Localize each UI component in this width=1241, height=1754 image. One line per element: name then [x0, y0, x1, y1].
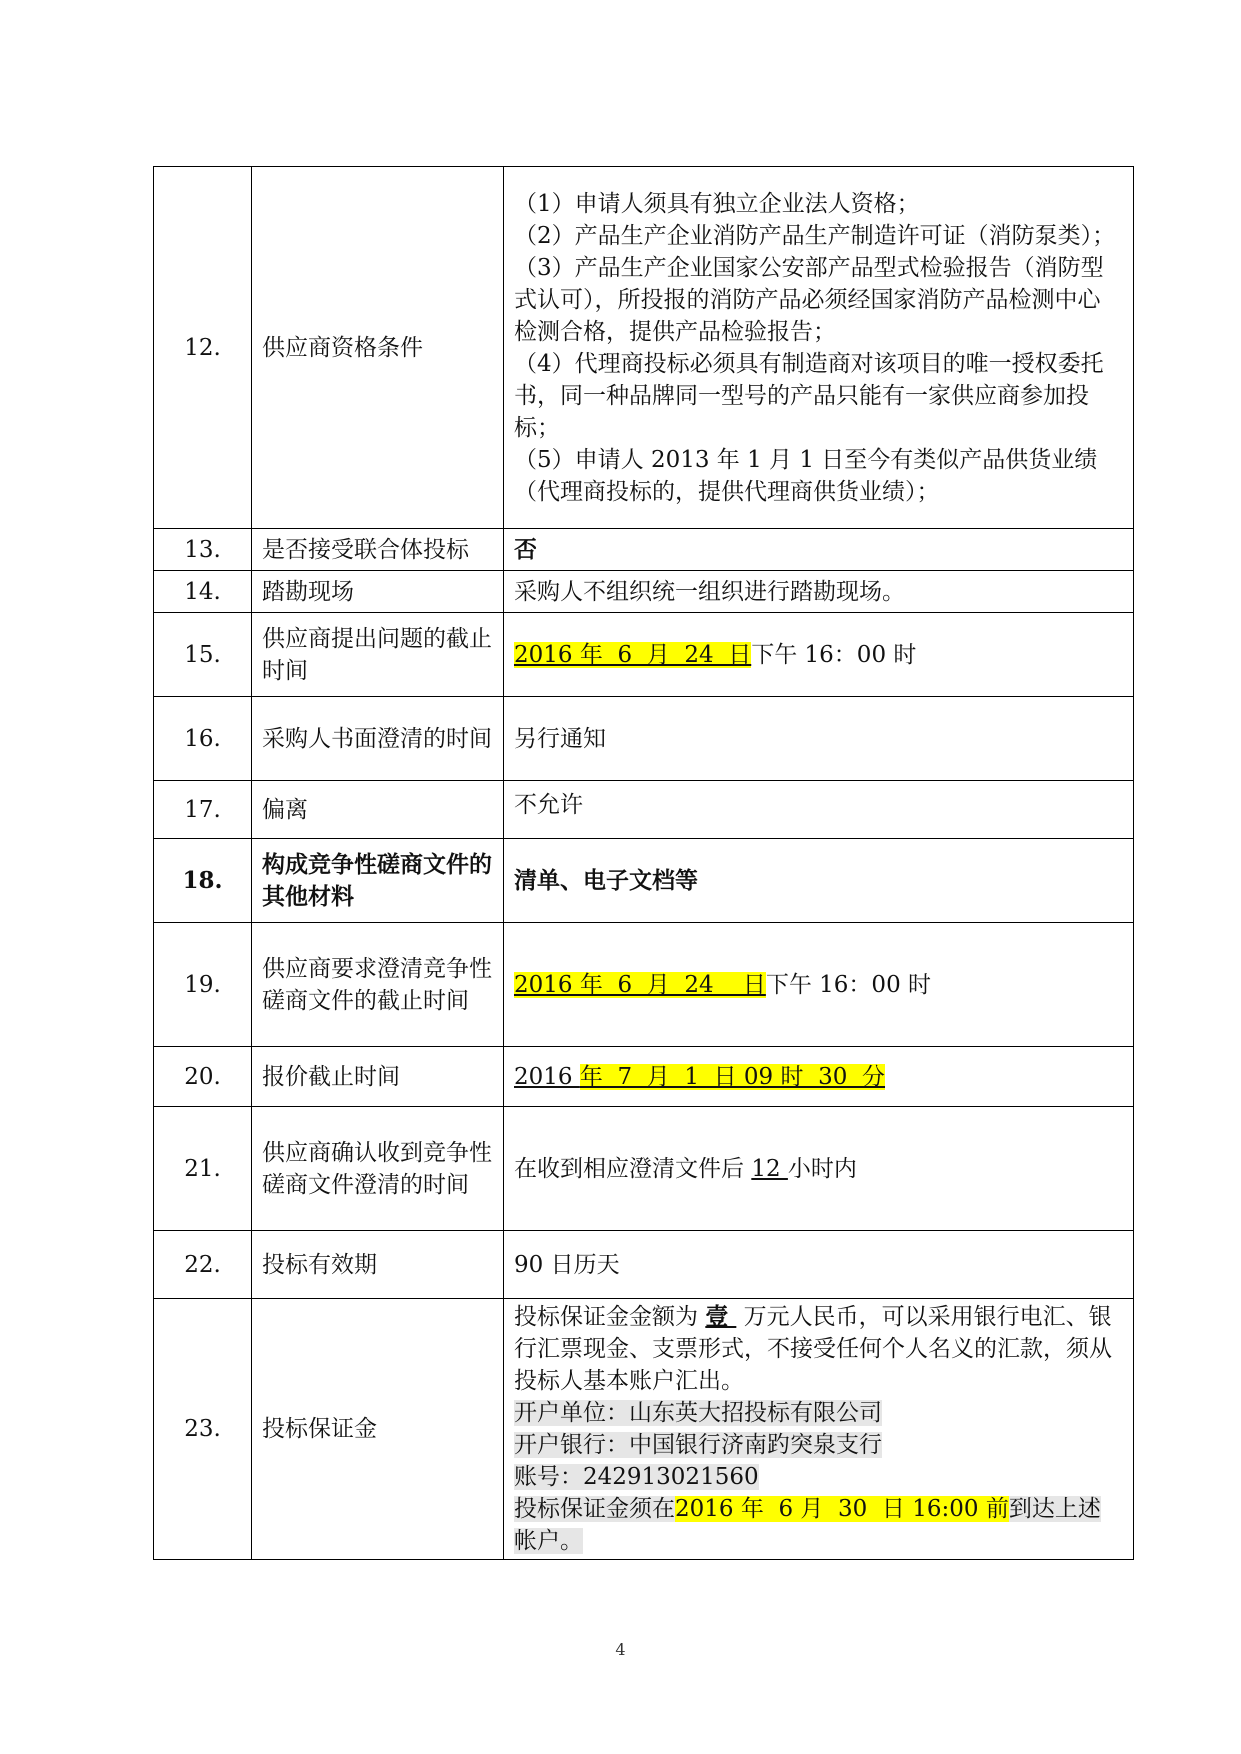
table-row: [154, 1231, 1134, 1299]
account-bank: 开户银行：中国银行济南趵突泉支行: [514, 1432, 882, 1458]
row-number: 15.: [154, 613, 252, 697]
row-content: 不允许: [504, 781, 1134, 839]
highlighted-date: 2016 年 6 月 24 日: [514, 641, 752, 668]
account-number: 账号：242913021560: [514, 1464, 759, 1490]
row-item: 偏离: [252, 781, 504, 839]
row-number: 20.: [154, 1047, 252, 1107]
table-row: [154, 923, 1134, 1047]
row-content: [504, 167, 1134, 529]
qualification-line-5: （5）申请人 2013 年 1 月 1 日至今有类似产品供货业绩（代理商投标的，提供代理商供货业绩）；: [514, 446, 1098, 505]
table-row: [154, 613, 1134, 697]
row-item: 供应商提出问题的截止时间: [252, 613, 504, 697]
row-number: 22.: [154, 1231, 252, 1299]
table-row: [154, 529, 1134, 571]
qualification-line-2: （2）产品生产企业消防产品生产制造许可证（消防泵类）；: [514, 222, 1116, 249]
table-row: [154, 1047, 1134, 1107]
row-item: 供应商资格条件: [252, 167, 504, 529]
row-number: 23.: [154, 1299, 252, 1560]
row-content: 2016 年 6 月 24 日下午 16：00 时: [504, 613, 1134, 697]
table-row: [154, 167, 1134, 529]
row-content: [504, 1299, 1134, 1560]
row-item: 采购人书面澄清的时间: [252, 697, 504, 781]
row-item: 报价截止时间: [252, 1047, 504, 1107]
row-number: 19.: [154, 923, 252, 1047]
account-unit: 开户单位：山东英大招投标有限公司: [514, 1400, 882, 1426]
row-number: 12.: [154, 167, 252, 529]
row-number: 18.: [154, 839, 252, 923]
table-row: [154, 1299, 1134, 1560]
row-item: 构成竞争性磋商文件的其他材料: [252, 839, 504, 923]
row-number: 16.: [154, 697, 252, 781]
highlighted-date: 2016 年 6 月 30 日 16:00 前: [675, 1496, 1009, 1522]
row-number: 17.: [154, 781, 252, 839]
qualification-line-3: （3）产品生产企业国家公安部产品型式检验报告（消防型式认可），所投报的消防产品必须经国家消防产品检测中心检测合格，提供产品检验报告；: [514, 254, 1104, 345]
procurement-info-table: [153, 166, 1134, 1560]
row-content: 清单、电子文档等: [504, 839, 1134, 923]
table-row: [154, 781, 1134, 839]
row-number: 21.: [154, 1107, 252, 1231]
row-item: 投标保证金: [252, 1299, 504, 1560]
highlighted-date: 年 7 月 1 日 09 时 30 分: [579, 1063, 886, 1090]
table-row: [154, 697, 1134, 781]
qualification-line-1: （1）申请人须具有独立企业法人资格；: [514, 190, 920, 217]
deposit-intro: 投标保证金金额为 壹 万元人民币，可以采用银行电汇、银行汇票现金、支票形式，不接受任何个人名义的汇款，须从投标人基本账户汇出。: [514, 1303, 1112, 1394]
row-item: 是否接受联合体投标: [252, 529, 504, 571]
row-item: 踏勘现场: [252, 571, 504, 613]
row-content: 90 日历天: [504, 1231, 1134, 1299]
table-row: [154, 571, 1134, 613]
row-content: 另行通知: [504, 697, 1134, 781]
row-item: 供应商要求澄清竞争性磋商文件的截止时间: [252, 923, 504, 1047]
row-item: 供应商确认收到竞争性磋商文件澄清的时间: [252, 1107, 504, 1231]
row-content: 采购人不组织统一组织进行踏勘现场。: [504, 571, 1134, 613]
page-number: 4: [615, 1640, 626, 1659]
table-row: [154, 839, 1134, 923]
row-content: 在收到相应澄清文件后 12 小时内: [504, 1107, 1134, 1231]
row-content: 2016 年 7 月 1 日 09 时 30 分: [504, 1047, 1134, 1107]
row-item: 投标有效期: [252, 1231, 504, 1299]
highlighted-date: 2016 年 6 月 24 日: [514, 971, 766, 998]
deposit-deadline: 投标保证金须在2016 年 6 月 30 日 16:00 前到达上述帐户。: [514, 1496, 1101, 1554]
table-row: [154, 1107, 1134, 1231]
row-number: 14.: [154, 571, 252, 613]
row-content: 2016 年 6 月 24 日下午 16：00 时: [504, 923, 1134, 1047]
row-number: 13.: [154, 529, 252, 571]
row-content: 否: [504, 529, 1134, 571]
qualification-line-4: （4）代理商投标必须具有制造商对该项目的唯一授权委托书，同一种品牌同一型号的产品只能有一家供应商参加投标；: [514, 350, 1104, 441]
